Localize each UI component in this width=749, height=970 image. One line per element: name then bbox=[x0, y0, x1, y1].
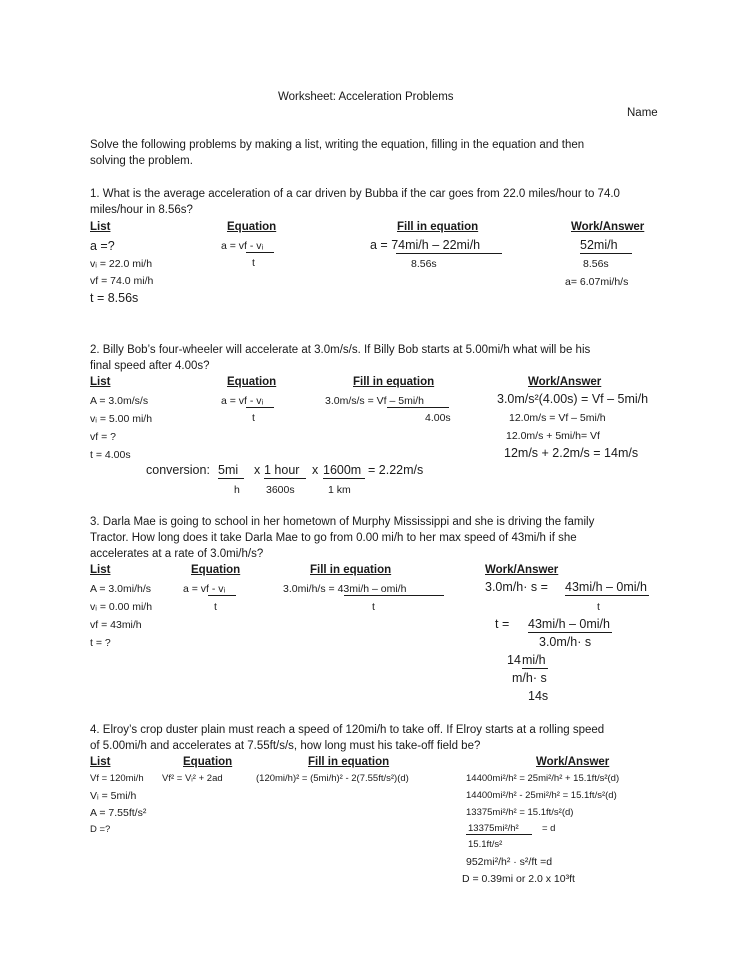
p3-work-numerator-prefix: 14 bbox=[507, 653, 521, 667]
p3-equation-numerator: a = vf - vᵢ bbox=[183, 583, 226, 595]
p2-list-item: A = 3.0m/s/s bbox=[90, 395, 149, 407]
p4-fill: (120mi/h)² = (5mi/h)² - 2(7.55ft/s²)(d) bbox=[256, 773, 409, 784]
p3-equation-fraction-bar bbox=[208, 595, 236, 596]
p1-fill-numerator: a = 74mi/h – 22mi/h bbox=[370, 238, 481, 252]
p1-work-numerator: 52mi/h bbox=[580, 238, 618, 252]
p1-equation-header: Equation bbox=[227, 221, 277, 233]
p1-answer: a= 6.07mi/h/s bbox=[565, 276, 629, 288]
p4-list-header: List bbox=[90, 756, 111, 768]
p2-work-line: 12.0m/s = Vf – 5mi/h bbox=[509, 412, 606, 424]
p4-equation: Vf² = Vᵢ² + 2ad bbox=[162, 773, 223, 784]
p2-fill-fraction-bar bbox=[387, 407, 449, 408]
p4-work-rhs: = d bbox=[542, 823, 556, 834]
p3-work-header: Work/Answer bbox=[485, 564, 559, 576]
p1-work-fraction-bar bbox=[580, 253, 632, 254]
p3-equation-header: Equation bbox=[191, 564, 241, 576]
p1-fill-header: Fill in equation bbox=[397, 221, 479, 233]
p2-list-item: t = 4.00s bbox=[90, 449, 131, 461]
p3-answer: 14s bbox=[528, 689, 549, 703]
p2-conversion-numerator: 1 hour bbox=[264, 463, 300, 477]
p1-list-header: List bbox=[90, 221, 111, 233]
p2-list-item: vf = ? bbox=[90, 431, 116, 443]
p4-answer: D = 0.39mi or 2.0 x 10³ft bbox=[462, 873, 575, 885]
p1-list-item: vᵢ = 22.0 mi/h bbox=[90, 258, 153, 270]
p2-equation-header: Equation bbox=[227, 376, 277, 388]
p2-conversion-times: x bbox=[254, 463, 261, 477]
p4-question-line-2: of 5.00mi/h and accelerates at 7.55ft/s/s, how long must his take-off field be? bbox=[90, 740, 481, 752]
p2-question-line-2: final speed after 4.00s? bbox=[90, 360, 210, 372]
p4-list-item: D =? bbox=[90, 824, 111, 835]
p1-question-line-1: 1. What is the average acceleration of a car driven by Bubba if the car goes from 22.0 miles/hour to 74.0 bbox=[90, 188, 620, 200]
p3-work-numerator: 43mi/h – 0mi/h bbox=[528, 617, 610, 631]
p2-fill-header: Fill in equation bbox=[353, 376, 435, 388]
p2-equation-numerator: a = vf - vᵢ bbox=[221, 395, 264, 407]
p2-fill-numerator: 3.0m/s/s = Vf – 5mi/h bbox=[325, 395, 424, 407]
p1-question-line-2: miles/hour in 8.56s? bbox=[90, 204, 193, 216]
p4-list-item: A = 7.55ft/s² bbox=[90, 807, 147, 819]
p1-work-header: Work/Answer bbox=[571, 221, 645, 233]
p2-conversion-times: x bbox=[312, 463, 319, 477]
p2-fill-denominator: 4.00s bbox=[425, 412, 451, 424]
p3-work-lhs: t = bbox=[495, 617, 510, 631]
instructions-line-1: Solve the following problems by making a list, writing the equation, filling in the equation and then bbox=[90, 139, 585, 151]
p3-question-line-2: Tractor. How long does it take Darla Mae to go from 0.00 mi/h to her max speed of 43mi/h if she bbox=[90, 532, 577, 544]
p1-list-item: vf = 74.0 mi/h bbox=[90, 275, 154, 287]
p3-equation-denominator: t bbox=[214, 601, 217, 613]
p2-conversion-denominator: h bbox=[234, 484, 240, 496]
p3-work-fraction-bar bbox=[565, 595, 649, 596]
p3-work-numerator: 43mi/h – 0mi/h bbox=[565, 580, 647, 594]
p3-list-item: A = 3.0mi/h/s bbox=[90, 583, 151, 595]
p3-work-fraction-bar bbox=[528, 632, 612, 633]
p2-list-item: vᵢ = 5.00 mi/h bbox=[90, 413, 153, 425]
p2-work-header: Work/Answer bbox=[528, 376, 602, 388]
p1-equation-denominator: t bbox=[252, 257, 255, 269]
p2-conversion-denominator: 1 km bbox=[328, 484, 351, 496]
p3-list-header: List bbox=[90, 564, 111, 576]
p2-equation-denominator: t bbox=[252, 412, 255, 424]
p4-work-numerator: 13375mi²/h² bbox=[468, 823, 519, 834]
p3-work-numerator: mi/h bbox=[522, 653, 546, 667]
p4-work-line: 14400mi²/h² = 25mi²/h² + 15.1ft/s²(d) bbox=[466, 773, 620, 784]
p2-conversion-result: = 2.22m/s bbox=[368, 463, 424, 477]
p3-work-denominator: t bbox=[597, 601, 600, 613]
p3-fill-fraction-bar bbox=[344, 595, 444, 596]
p3-question-line-1: 3. Darla Mae is going to school in her hometown of Murphy Mississippi and she is driving the family bbox=[90, 516, 595, 528]
p3-list-item: vᵢ = 0.00 mi/h bbox=[90, 601, 153, 613]
p4-equation-header: Equation bbox=[183, 756, 233, 768]
p4-work-fraction-bar bbox=[466, 834, 532, 835]
instructions-line-2: solving the problem. bbox=[90, 155, 193, 167]
p3-list-item: t = ? bbox=[90, 637, 111, 649]
p2-equation-fraction-bar bbox=[246, 407, 274, 408]
p2-question-line-1: 2. Billy Bob’s four-wheeler will accelerate at 3.0m/s/s. If Billy Bob starts at 5.00mi/h what will be his bbox=[90, 344, 591, 356]
p2-conversion-fraction-bar bbox=[218, 478, 244, 479]
p4-work-denominator: 15.1ft/s² bbox=[468, 839, 503, 850]
p1-equation-fraction-bar bbox=[246, 252, 274, 253]
p1-list-item: t = 8.56s bbox=[90, 291, 139, 305]
p3-question-line-3: accelerates at a rate of 3.0mi/h/s? bbox=[90, 548, 264, 560]
p2-work-line: 12m/s + 2.2m/s = 14m/s bbox=[504, 446, 639, 460]
p4-question-line-1: 4. Elroy’s crop duster plain must reach a speed of 120mi/h to take off. If Elroy starts at a rolling speed bbox=[90, 724, 605, 736]
p1-list-item: a =? bbox=[90, 239, 115, 253]
p3-fill-header: Fill in equation bbox=[310, 564, 392, 576]
p2-work-line: 3.0m/s²(4.00s) = Vf – 5mi/h bbox=[497, 392, 649, 406]
p3-work-denominator: m/h· s bbox=[512, 671, 547, 685]
p1-fill-denominator: 8.56s bbox=[411, 258, 437, 270]
p4-work-line: 952mi²/h² · s²/ft =d bbox=[466, 856, 553, 868]
p3-work-fraction-bar bbox=[522, 668, 548, 669]
name-label: Name bbox=[627, 107, 658, 119]
p3-fill-numerator: 3.0mi/h/s = 43mi/h – omi/h bbox=[283, 583, 407, 595]
p2-conversion-denominator: 3600s bbox=[266, 484, 295, 496]
p2-conversion-fraction-bar bbox=[264, 478, 306, 479]
p3-work-lhs: 3.0m/h· s = bbox=[485, 580, 548, 594]
p1-fill-fraction-bar bbox=[396, 253, 502, 254]
p4-list-item: Vᵢ = 5mi/h bbox=[90, 790, 137, 802]
p2-conversion-numerator: 1600m bbox=[323, 463, 362, 477]
p4-work-header: Work/Answer bbox=[536, 756, 610, 768]
p3-fill-denominator: t bbox=[372, 601, 375, 613]
p2-list-header: List bbox=[90, 376, 111, 388]
p1-work-denominator: 8.56s bbox=[583, 258, 609, 270]
p2-conversion-label: conversion: bbox=[146, 463, 210, 477]
p2-conversion-fraction-bar bbox=[323, 478, 365, 479]
p2-conversion-numerator: 5mi bbox=[218, 463, 239, 477]
p1-equation-numerator: a = vf - vᵢ bbox=[221, 240, 264, 252]
page-title: Worksheet: Acceleration Problems bbox=[278, 91, 454, 103]
p3-work-denominator: 3.0m/h· s bbox=[539, 635, 592, 649]
p4-list-item: Vf = 120mi/h bbox=[90, 773, 144, 784]
p4-work-line: 13375mi²/h² = 15.1ft/s²(d) bbox=[466, 807, 574, 818]
p4-fill-header: Fill in equation bbox=[308, 756, 390, 768]
p2-work-line: 12.0m/s + 5mi/h= Vf bbox=[506, 430, 600, 442]
p4-work-line: 14400mi²/h² - 25mi²/h² = 15.1ft/s²(d) bbox=[466, 790, 617, 801]
p3-list-item: vf = 43mi/h bbox=[90, 619, 142, 631]
